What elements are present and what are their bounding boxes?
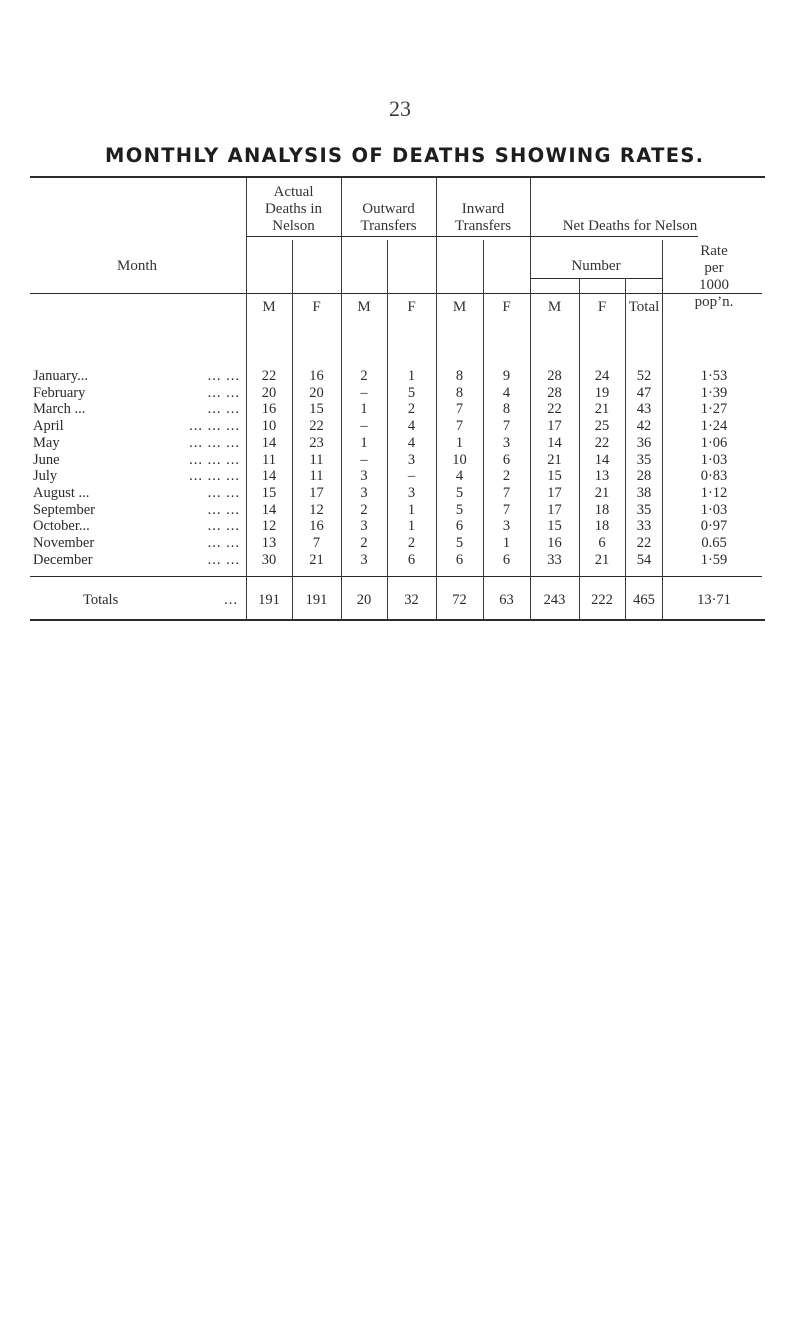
month-label: January...: [33, 368, 89, 384]
cell-outward-m: 3: [360, 468, 368, 485]
cell-net-total: 52: [636, 368, 652, 384]
cell-inward-f: 6: [502, 551, 511, 568]
month-label: August ...: [33, 484, 90, 501]
cell-inward-m: 5: [455, 501, 464, 518]
cell-net-m: 15: [547, 468, 562, 485]
cell-rate: 1·24: [700, 418, 728, 435]
header-number: Number: [571, 258, 621, 274]
cell-outward-m: –: [360, 384, 368, 401]
cell-net-m: 21: [547, 451, 562, 468]
cell-outward-m: 2: [360, 501, 368, 518]
total-outward-f: 32: [404, 592, 419, 608]
cell-rate: 0·83: [700, 468, 728, 485]
cell-outward-f: 2: [407, 401, 416, 418]
cell-inward-m: 8: [455, 384, 464, 401]
cell-net-total: 33: [636, 518, 652, 535]
cell-inward-f: 7: [502, 501, 511, 518]
cell-actual-f: 16: [309, 518, 324, 535]
cell-net-m: 22: [547, 401, 562, 418]
totals-leader-dots: ...: [224, 592, 238, 608]
month-label: February: [33, 384, 86, 401]
cell-net-f: 21: [594, 484, 610, 501]
month-label: July: [33, 468, 58, 485]
cell-rate: 0.65: [701, 535, 727, 551]
month-leader-dots: ... ...: [207, 384, 240, 401]
table-bottom-rule: [30, 619, 765, 621]
cell-net-total: 47: [636, 384, 652, 401]
cell-actual-f: 12: [309, 501, 324, 518]
month-leader-dots: ... ... ...: [189, 418, 240, 435]
cell-net-f: 21: [594, 401, 610, 418]
cell-net-f: 14: [594, 451, 610, 468]
cell-inward-m: 4: [455, 468, 464, 485]
cell-inward-m: 7: [455, 401, 464, 418]
cell-actual-m: 11: [262, 451, 276, 468]
cell-net-total: 36: [636, 434, 652, 451]
cell-net-m: 15: [547, 518, 562, 535]
month-leader-dots: ... ...: [207, 551, 240, 568]
group-header-rule-1: [246, 236, 341, 237]
cell-net-m: 16: [547, 535, 562, 551]
total-net-f: 222: [591, 592, 613, 608]
cell-net-m: 14: [547, 434, 562, 451]
number-header-rule: [530, 278, 662, 279]
header-actual-f: F: [312, 299, 321, 315]
cell-net-f: 24: [594, 368, 610, 384]
cell-inward-f: 9: [502, 368, 511, 384]
cell-net-total: 38: [636, 484, 652, 501]
total-actual-m: 191: [258, 592, 280, 608]
month-leader-dots: ... ... ...: [189, 434, 240, 451]
table-top-rule: [30, 176, 765, 178]
cell-outward-m: 2: [360, 535, 368, 551]
cell-outward-f: –: [407, 468, 416, 485]
month-label: December: [33, 551, 93, 568]
cell-net-f: 18: [594, 501, 610, 518]
header-actual-deaths-line3: Nelson: [272, 218, 315, 234]
cell-inward-m: 6: [455, 551, 464, 568]
total-net-m: 243: [543, 592, 566, 608]
cell-rate: 1·03: [700, 501, 728, 518]
cell-net-f: 25: [594, 418, 610, 435]
cell-inward-m: 6: [455, 518, 464, 535]
page-number: 23: [389, 96, 411, 121]
cell-inward-m: 5: [455, 484, 464, 501]
header-net-deaths: Net Deaths for Nelson: [562, 218, 698, 234]
cell-actual-f: 23: [309, 434, 324, 451]
cell-net-f: 13: [594, 468, 610, 485]
cell-outward-f: 3: [407, 451, 416, 468]
total-inward-m: 72: [452, 592, 467, 608]
cell-inward-f: 1: [502, 535, 511, 551]
header-net-f: F: [597, 299, 607, 315]
total-actual-f: 191: [305, 592, 328, 608]
cell-net-total: 35: [636, 451, 652, 468]
page-title: MONTHLY ANALYSIS OF DEATHS SHOWING RATES.: [105, 144, 705, 167]
header-inward-line2: Transfers: [454, 218, 512, 234]
header-outward-m: M: [357, 299, 371, 315]
cell-outward-m: –: [360, 418, 368, 435]
total-net-total: 465: [633, 592, 655, 608]
cell-rate: 0·97: [700, 518, 728, 535]
header-net-m: M: [547, 299, 562, 315]
cell-inward-f: 2: [502, 468, 511, 485]
cell-net-total: 54: [636, 551, 652, 568]
cell-actual-m: 16: [261, 401, 277, 418]
cell-outward-f: 6: [407, 551, 416, 568]
cell-actual-f: 21: [309, 551, 324, 568]
cell-inward-f: 7: [502, 484, 511, 501]
header-rate-line4: pop’n.: [694, 294, 734, 310]
header-outward-line2: Transfers: [360, 218, 417, 234]
cell-actual-m: 13: [261, 535, 277, 551]
header-bottom-rule: [30, 293, 762, 294]
cell-outward-f: 2: [407, 535, 416, 551]
month-leader-dots: ... ...: [207, 535, 240, 551]
month-leader-dots: ... ...: [207, 484, 240, 501]
month-label: October...: [33, 518, 90, 535]
group-header-rule-3: [436, 236, 530, 237]
cell-net-m: 28: [547, 384, 562, 401]
cell-outward-f: 1: [407, 501, 416, 518]
cell-rate: 1·27: [700, 401, 728, 418]
month-label: June: [33, 451, 60, 468]
cell-outward-m: 1: [360, 401, 368, 418]
total-inward-f: 63: [499, 592, 514, 608]
cell-actual-f: 20: [309, 384, 324, 401]
cell-net-m: 17: [547, 501, 562, 518]
month-leader-dots: ... ...: [207, 401, 240, 418]
cell-inward-f: 8: [502, 401, 511, 418]
cell-net-total: 28: [636, 468, 652, 485]
month-label: April: [33, 418, 64, 435]
cell-inward-m: 1: [455, 434, 464, 451]
month-label: May: [33, 434, 60, 451]
cell-outward-m: 2: [360, 368, 368, 384]
header-rate-line3: 1000: [699, 277, 729, 293]
header-outward-f: F: [407, 299, 416, 315]
cell-rate: 1·12: [700, 484, 728, 501]
cell-net-m: 17: [547, 418, 562, 435]
cell-net-total: 22: [636, 535, 652, 551]
cell-outward-f: 5: [407, 384, 416, 401]
cell-actual-f: 11: [309, 468, 324, 485]
total-outward-m: 20: [356, 592, 372, 608]
cell-outward-f: 3: [407, 484, 416, 501]
cell-net-f: 21: [594, 551, 610, 568]
cell-actual-f: 16: [309, 368, 324, 384]
totals-top-rule: [30, 576, 762, 577]
cell-actual-f: 7: [312, 535, 321, 551]
cell-net-m: 33: [547, 551, 562, 568]
cell-net-f: 6: [598, 535, 606, 551]
cell-actual-m: 14: [261, 468, 277, 485]
header-net-total: Total: [628, 299, 660, 315]
cell-rate: 1·06: [700, 434, 728, 451]
cell-outward-f: 4: [407, 418, 416, 435]
cell-outward-m: 3: [360, 551, 368, 568]
month-leader-dots: ... ... ...: [189, 451, 240, 468]
cell-outward-f: 4: [407, 434, 416, 451]
cell-inward-m: 10: [452, 451, 467, 468]
cell-net-f: 22: [594, 434, 610, 451]
cell-actual-f: 17: [309, 484, 324, 501]
cell-actual-m: 20: [261, 384, 277, 401]
month-label: November: [33, 535, 95, 551]
cell-actual-f: 15: [309, 401, 324, 418]
month-label: March ...: [33, 401, 86, 418]
cell-outward-f: 1: [407, 368, 416, 384]
cell-inward-f: 6: [502, 451, 511, 468]
cell-actual-m: 12: [261, 518, 277, 535]
cell-outward-m: –: [360, 451, 368, 468]
cell-outward-m: 3: [360, 518, 368, 535]
cell-net-f: 19: [594, 384, 610, 401]
cell-net-total: 35: [636, 501, 652, 518]
cell-rate: 1·59: [700, 551, 728, 568]
month-leader-dots: ... ...: [207, 501, 240, 518]
month-leader-dots: ... ...: [207, 368, 240, 384]
cell-rate: 1·39: [700, 384, 728, 401]
cell-net-total: 43: [636, 401, 652, 418]
cell-net-m: 28: [547, 368, 562, 384]
total-rate: 13·71: [697, 592, 731, 608]
cell-net-f: 18: [594, 518, 610, 535]
header-outward-line1: Outward: [362, 201, 415, 217]
cell-inward-m: 7: [455, 418, 464, 435]
cell-inward-f: 4: [502, 384, 511, 401]
cell-rate: 1·03: [700, 451, 728, 468]
totals-label: Totals: [83, 592, 119, 608]
header-month: Month: [116, 258, 157, 274]
header-inward-m: M: [452, 299, 467, 315]
month-label: September: [33, 501, 96, 518]
cell-inward-f: 7: [502, 418, 511, 435]
cell-outward-m: 1: [360, 434, 368, 451]
cell-rate: 1·53: [700, 368, 728, 384]
cell-actual-f: 11: [309, 451, 324, 468]
cell-inward-f: 3: [502, 434, 511, 451]
month-leader-dots: ... ... ...: [189, 468, 240, 485]
cell-actual-m: 15: [261, 484, 277, 501]
group-header-rule-2: [341, 236, 436, 237]
header-rate-line2: per: [704, 260, 724, 276]
cell-actual-f: 22: [309, 418, 324, 435]
header-rate-line1: Rate: [700, 243, 728, 259]
header-inward-f: F: [502, 299, 511, 315]
header-actual-deaths-line2: Deaths in: [264, 201, 323, 217]
cell-net-total: 42: [636, 418, 652, 435]
cell-net-m: 17: [547, 484, 562, 501]
cell-inward-f: 3: [502, 518, 511, 535]
cell-outward-f: 1: [407, 518, 416, 535]
group-header-rule-4: [530, 236, 698, 237]
cell-actual-m: 10: [261, 418, 277, 435]
cell-actual-m: 14: [261, 434, 277, 451]
cell-inward-m: 5: [455, 535, 464, 551]
cell-actual-m: 30: [261, 551, 277, 568]
cell-outward-m: 3: [360, 484, 368, 501]
header-actual-m: M: [262, 299, 276, 315]
cell-inward-m: 8: [455, 368, 464, 384]
month-leader-dots: ... ...: [207, 518, 240, 535]
header-actual-deaths-line1: Actual: [273, 184, 314, 200]
cell-actual-m: 14: [261, 501, 277, 518]
cell-actual-m: 22: [261, 368, 277, 384]
header-inward-line1: Inward: [461, 201, 505, 217]
